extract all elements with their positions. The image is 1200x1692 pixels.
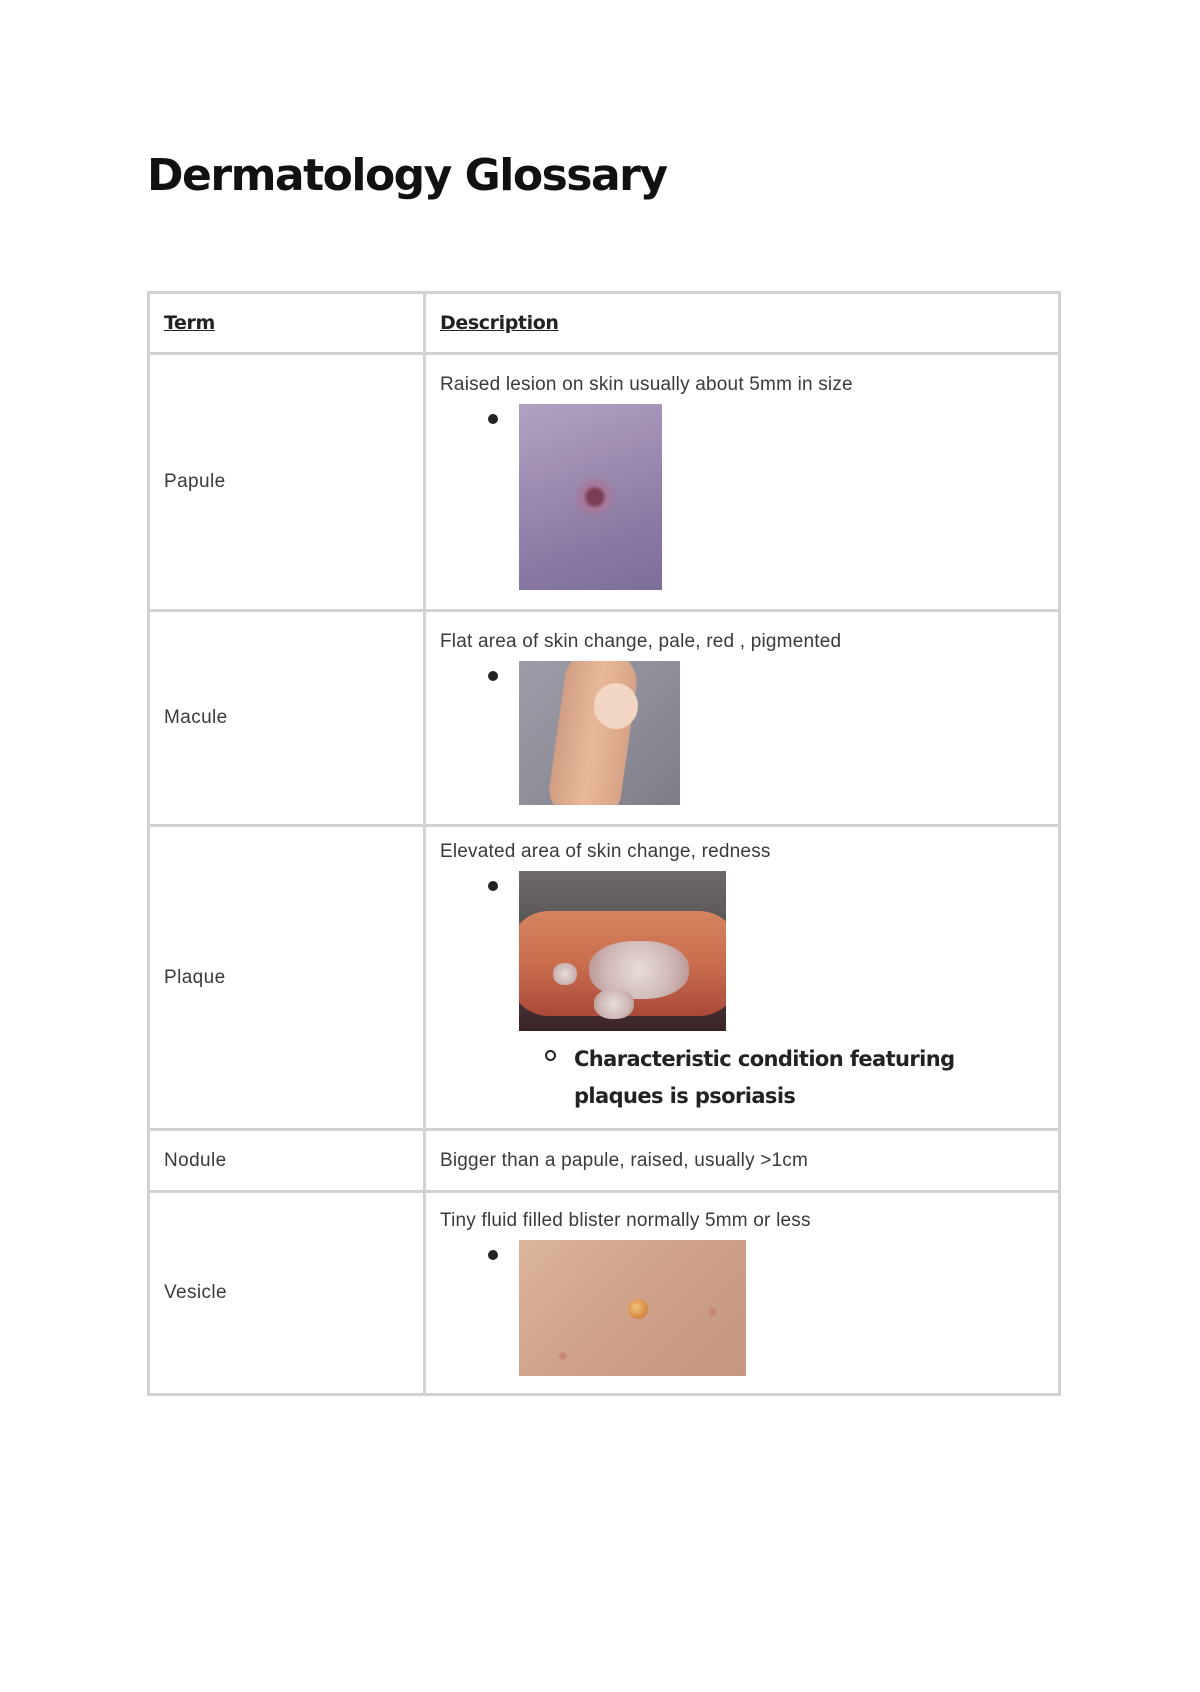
table-row [149,611,1060,826]
list-item [440,871,1044,1031]
plaque-photo-scale [594,989,634,1019]
description-cell [425,1192,1060,1395]
header-cell-term [149,293,425,354]
bullet-icon [488,1250,498,1260]
papule-photo [519,404,662,590]
header-term: Term [164,311,215,334]
table-row [149,1192,1060,1395]
term-cell: Nodule [149,1130,425,1192]
macule-photo-patch [594,683,638,729]
macule-photo-arm [546,661,641,805]
bullet-icon [488,881,498,891]
description-text: Elevated area of skin change, redness [440,840,771,862]
description-cell [425,826,1060,1130]
plaque-photo-scale [553,963,577,985]
hollow-bullet-icon [545,1050,556,1061]
table-header-row [149,293,1060,354]
table-row [149,1130,1060,1192]
sub-bullet-text: Characteristic condition featuring plaques is psoriasis [574,1046,955,1108]
description-text: Tiny fluid filled blister normally 5mm or less [440,1210,811,1231]
table-row [149,826,1060,1130]
sub-list-item [440,1041,1044,1115]
list-item [440,1240,1044,1376]
description-cell [425,611,1060,826]
macule-photo [519,661,680,805]
bullet-icon [488,671,498,681]
list-item [440,661,1044,805]
header-description: Description [440,311,559,334]
table-row [149,354,1060,611]
description-text: Bigger than a papule, raised, usually >1cm [440,1149,809,1171]
bullet-icon [488,414,498,424]
vesicle-photo [519,1240,746,1376]
description-cell [425,354,1060,611]
vesicle-photo-spot [559,1352,567,1360]
term-cell: Plaque [149,826,425,1130]
glossary-table [147,291,1061,1396]
description-text: Raised lesion on skin usually about 5mm in size [440,374,853,395]
page-title: Dermatology Glossary [147,150,667,201]
term-cell: Vesicle [149,1192,425,1395]
vesicle-photo-blister [628,1299,648,1319]
vesicle-photo-spot [709,1308,717,1316]
plaque-photo [519,871,726,1031]
description-text: Flat area of skin change, pale, red , pigmented [440,631,842,652]
list-item [440,404,1044,590]
term-cell: Macule [149,611,425,826]
term-cell: Papule [149,354,425,611]
description-cell [425,1130,1060,1192]
header-cell-description [425,293,1060,354]
